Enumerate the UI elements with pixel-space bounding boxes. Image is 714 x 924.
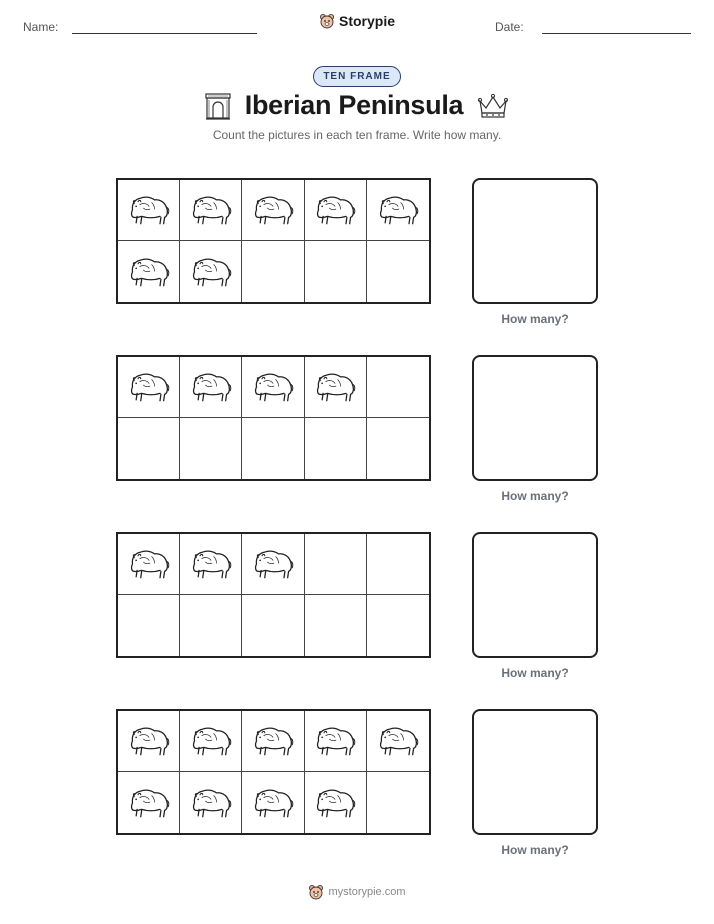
bison-icon: [127, 545, 171, 583]
ten-frame-cell: [180, 418, 242, 479]
footer-url: mystorypie.com: [328, 886, 406, 898]
bison-icon: [313, 784, 357, 822]
ten-frame-cell: [118, 180, 180, 241]
how-many-label: How many?: [501, 843, 569, 857]
how-many-label: How many?: [501, 312, 569, 326]
bison-icon: [127, 253, 171, 291]
footer: [0, 884, 714, 905]
ten-frame-cell: [118, 772, 180, 833]
ten-frame-cell: [180, 534, 242, 595]
ten-frame-cell: [305, 357, 367, 418]
ten-frame-cell: [180, 711, 242, 772]
ten-frame: [116, 355, 431, 481]
ten-frame: [116, 178, 431, 304]
ten-frame-cell: [367, 180, 429, 241]
arch-monument-icon: [205, 92, 231, 120]
ten-frame-cell: [118, 595, 180, 656]
date-label: Date:: [495, 20, 524, 34]
worksheet-type-badge: TEN FRAME: [313, 66, 400, 87]
ten-frame-cell: [305, 595, 367, 656]
ten-frame-cell: [367, 418, 429, 479]
brand-logo: [0, 13, 714, 34]
ten-frame-cell: [118, 534, 180, 595]
ten-frame-cell: [305, 241, 367, 302]
page-title: Iberian Peninsula: [244, 90, 464, 120]
ten-frame-cell: [367, 772, 429, 833]
ten-frame-cell: [367, 357, 429, 418]
bison-icon: [127, 784, 171, 822]
ten-frame-cell: [242, 534, 304, 595]
bison-icon: [313, 368, 357, 406]
bison-icon: [376, 191, 420, 229]
ten-frame-cell: [305, 711, 367, 772]
bison-icon: [127, 368, 171, 406]
bison-icon: [313, 191, 357, 229]
ten-frame-cell: [367, 534, 429, 595]
bison-icon: [376, 722, 420, 760]
answer-box[interactable]: [472, 178, 598, 304]
how-many-label: How many?: [501, 489, 569, 503]
ten-frame-cell: [242, 711, 304, 772]
ten-frame-cell: [180, 357, 242, 418]
answer-box[interactable]: [472, 532, 598, 658]
bison-icon: [189, 253, 233, 291]
ten-frame-cell: [367, 241, 429, 302]
ten-frame-cell: [118, 418, 180, 479]
bison-icon: [189, 784, 233, 822]
ten-frame-cell: [305, 772, 367, 833]
bison-icon: [127, 722, 171, 760]
bison-icon: [251, 784, 295, 822]
ten-frame-cell: [242, 241, 304, 302]
ten-frame-cell: [180, 180, 242, 241]
instructions: Count the pictures in each ten frame. Write how many.: [212, 128, 502, 142]
ten-frame-cell: [305, 418, 367, 479]
bison-icon: [189, 545, 233, 583]
answer-box[interactable]: [472, 709, 598, 835]
ten-frame-cell: [242, 180, 304, 241]
ten-frame-cell: [180, 595, 242, 656]
bison-icon: [189, 722, 233, 760]
ten-frame-cell: [180, 241, 242, 302]
how-many-label: How many?: [501, 666, 569, 680]
crown-icon: [477, 93, 509, 119]
ten-frame-cell: [305, 180, 367, 241]
bison-icon: [127, 191, 171, 229]
bison-icon: [251, 722, 295, 760]
ten-frame-cell: [118, 711, 180, 772]
bear-mascot-icon: [308, 884, 324, 900]
ten-frame-cell: [305, 534, 367, 595]
brand-name: Storypie: [338, 13, 395, 29]
bison-icon: [189, 368, 233, 406]
ten-frame-cell: [367, 595, 429, 656]
bison-icon: [251, 191, 295, 229]
ten-frame-cell: [367, 711, 429, 772]
ten-frame-cell: [242, 772, 304, 833]
answer-box[interactable]: [472, 355, 598, 481]
ten-frame: [116, 532, 431, 658]
bison-icon: [313, 722, 357, 760]
ten-frame-cell: [242, 595, 304, 656]
ten-frame-cell: [180, 772, 242, 833]
ten-frame-cell: [118, 241, 180, 302]
bison-icon: [251, 368, 295, 406]
bison-icon: [189, 191, 233, 229]
ten-frame: [116, 709, 431, 835]
ten-frame-cell: [242, 418, 304, 479]
name-label: Name:: [23, 20, 59, 34]
ten-frame-cell: [118, 357, 180, 418]
ten-frame-cell: [242, 357, 304, 418]
bear-mascot-icon: [319, 13, 335, 29]
bison-icon: [251, 545, 295, 583]
